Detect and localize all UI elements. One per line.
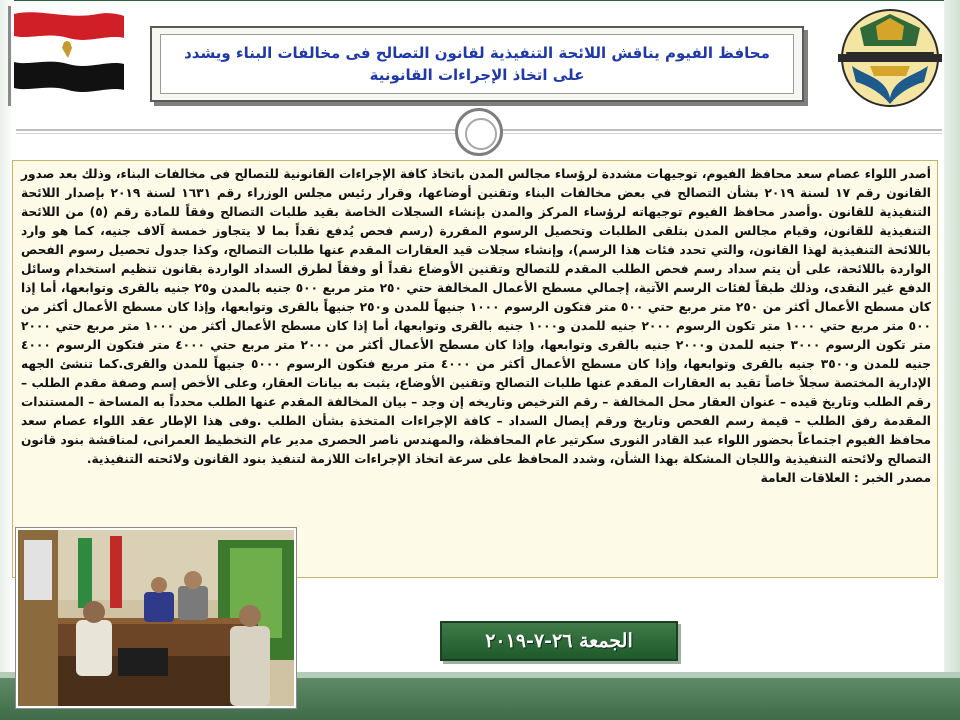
meeting-photo (16, 528, 296, 708)
egypt-flag-icon (8, 8, 126, 96)
divider-circle-icon (455, 108, 503, 156)
article-body (21, 165, 931, 488)
article-body-box (12, 160, 938, 578)
title-box (150, 26, 804, 102)
fayoum-logo-icon (836, 6, 944, 110)
article-date: الجمعة ٢٦-٧-٢٠١٩ (485, 630, 633, 652)
title-inner-frame (160, 34, 794, 94)
article-source: مصدر الخبر : العلاقات العامة (760, 471, 931, 485)
date-box (440, 621, 678, 661)
article-paragraph: أصدر اللواء عصام سعد محافظ الفيوم، توجيهات مشددة لرؤساء مجالس المدن باتخاذ كافة الإجراءات القانونية للتصالح فى مخالفات البناء، وذلك بعد صدور القانون رقم ١٧ لسنة ٢٠١٩ بشأن التصالح في بعض مخالفات البناء وتقنين أوضاعها، وقرار رئيس مجلس الوزراء رقم ١٦٣١ لسنة ٢٠١٩ بإصدار اللائحة التنفيذية للقانون .وأصدر محافظ الفيوم توجيهاته لرؤساء المركز والمدن بإنشاء السجلات الخاصة بقيد طلبات التصالح وفقاً للمادة رقم (٥) من اللائحة التنفيذية للقانون، وقيام مجالس المدن بتلقى الطلبات وتحصيل الرسوم المقررة (رسم فحص يُدفع نقداً بما لا يتجاوز خمسة آلاف جنيه، كما هو وارد باللائحة التنفيذية لهذا القانون، والتي تحدد فئات هذا الرسم)، وإنشاء سجلات قيد العقارات المقدم عنها طلبات التصالح، وكذا جدول تحصيل رسوم الفحص الواردة باللائحة، على أن يتم سداد رسم فحص الطلب المقدم للتصالح وتقنين الأوضاع نقداً أو وفقاً لطرق السداد الواردة بقانون تنظيم استخدام وسائل الدفع غير النقدى، وذلك طبقاً لفئات الرسم الآتية، إجمالي مسطح الأعمال المخالفة حتي ٢٥٠ متر مربع ٥٠٠ جنيه بالمدن و٢٥ جنيه بالقرى وتوابعها، أما إذا كان مسطح الأعمال أكثر من ٢٥٠ متر مربع حتي ٥٠٠ متر فتكون الرسوم ١٠٠٠ جنيهاً للمدن و٢٥٠ جنيهاً بالقرى وتوابعها، وإذا كان مسطح الأعمال أكثر من ٥٠٠ متر مربع حتي ١٠٠٠ متر تكون الرسوم ٢٠٠٠ جنيه للمدن و١٠٠٠ جنيه بالقرى وتوابعها، أما إذا كان مسطح الأعمال أكثر من ١٠٠٠ متر مربع حتي ٢٠٠٠ متر تكون الرسوم ٣٠٠٠ جنيه للمدن و٢٠٠٠ جنيه بالقرى وتوابعها، وإذا كان مسطح الأعمال أكثر من ٢٠٠٠ متر مربع حتي ٤٠٠٠ متر فتكون الرسوم ٤٠٠٠ جنيه للمدن و٣٥٠٠ جنيه بالقرى وتوابعها، وإذا كان مسطح الأعمال أكثر من ٤٠٠٠ متر مربع فتكون الرسوم ٥٠٠٠ جنيهاً للمدن والقرى.كما تنشئ الجهه الإدارية المختصة سجلاً خاصاً تقيد به العقارات المقدم عنها طلبات التصالح وتقنين الأوضاع، يثبت به بيانات العقار، وعلى الأخص إسم وصفة مقدم الطلب – رقم الطلب وتاريخ قيده – عنوان العقار محل المخالفة – رقم الترخيص وتاريخه إن وجد – بيان المخالفة المقدم عنها الطلب محدداً به المساحة – المستندات المقدمة رفق الطلب – قيمة رسم الفحص وتاريخ ورقم إيصال السداد – كافة الإجراءات المتخذة بشأن الطلب .وفى هذا الإطار عقد اللواء عصام سعد محافظ الفيوم اجتماعاً بحضور اللواء عبد القادر النورى سكرتير عام المحافظة، والمهندس ناصر الحصرى مدير عام التخطيط العمرانى، لمناقشة بنود قانون التصالح ولائحته التنفيذية واللجان المشكلة بهذا الشأن، وشدد المحافظ على سرعة اتخاذ الإجراءات اللازمة لتنفيذ بنود القانون ولائحته التنفيذية. (21, 167, 932, 466)
right-band (944, 0, 960, 720)
article-title: محافظ الفيوم يناقش اللائحة التنفيذية لقانون التصالح فى مخالفات البناء ويشدد على اتخاذ الإجراءات القانونية (184, 44, 770, 84)
